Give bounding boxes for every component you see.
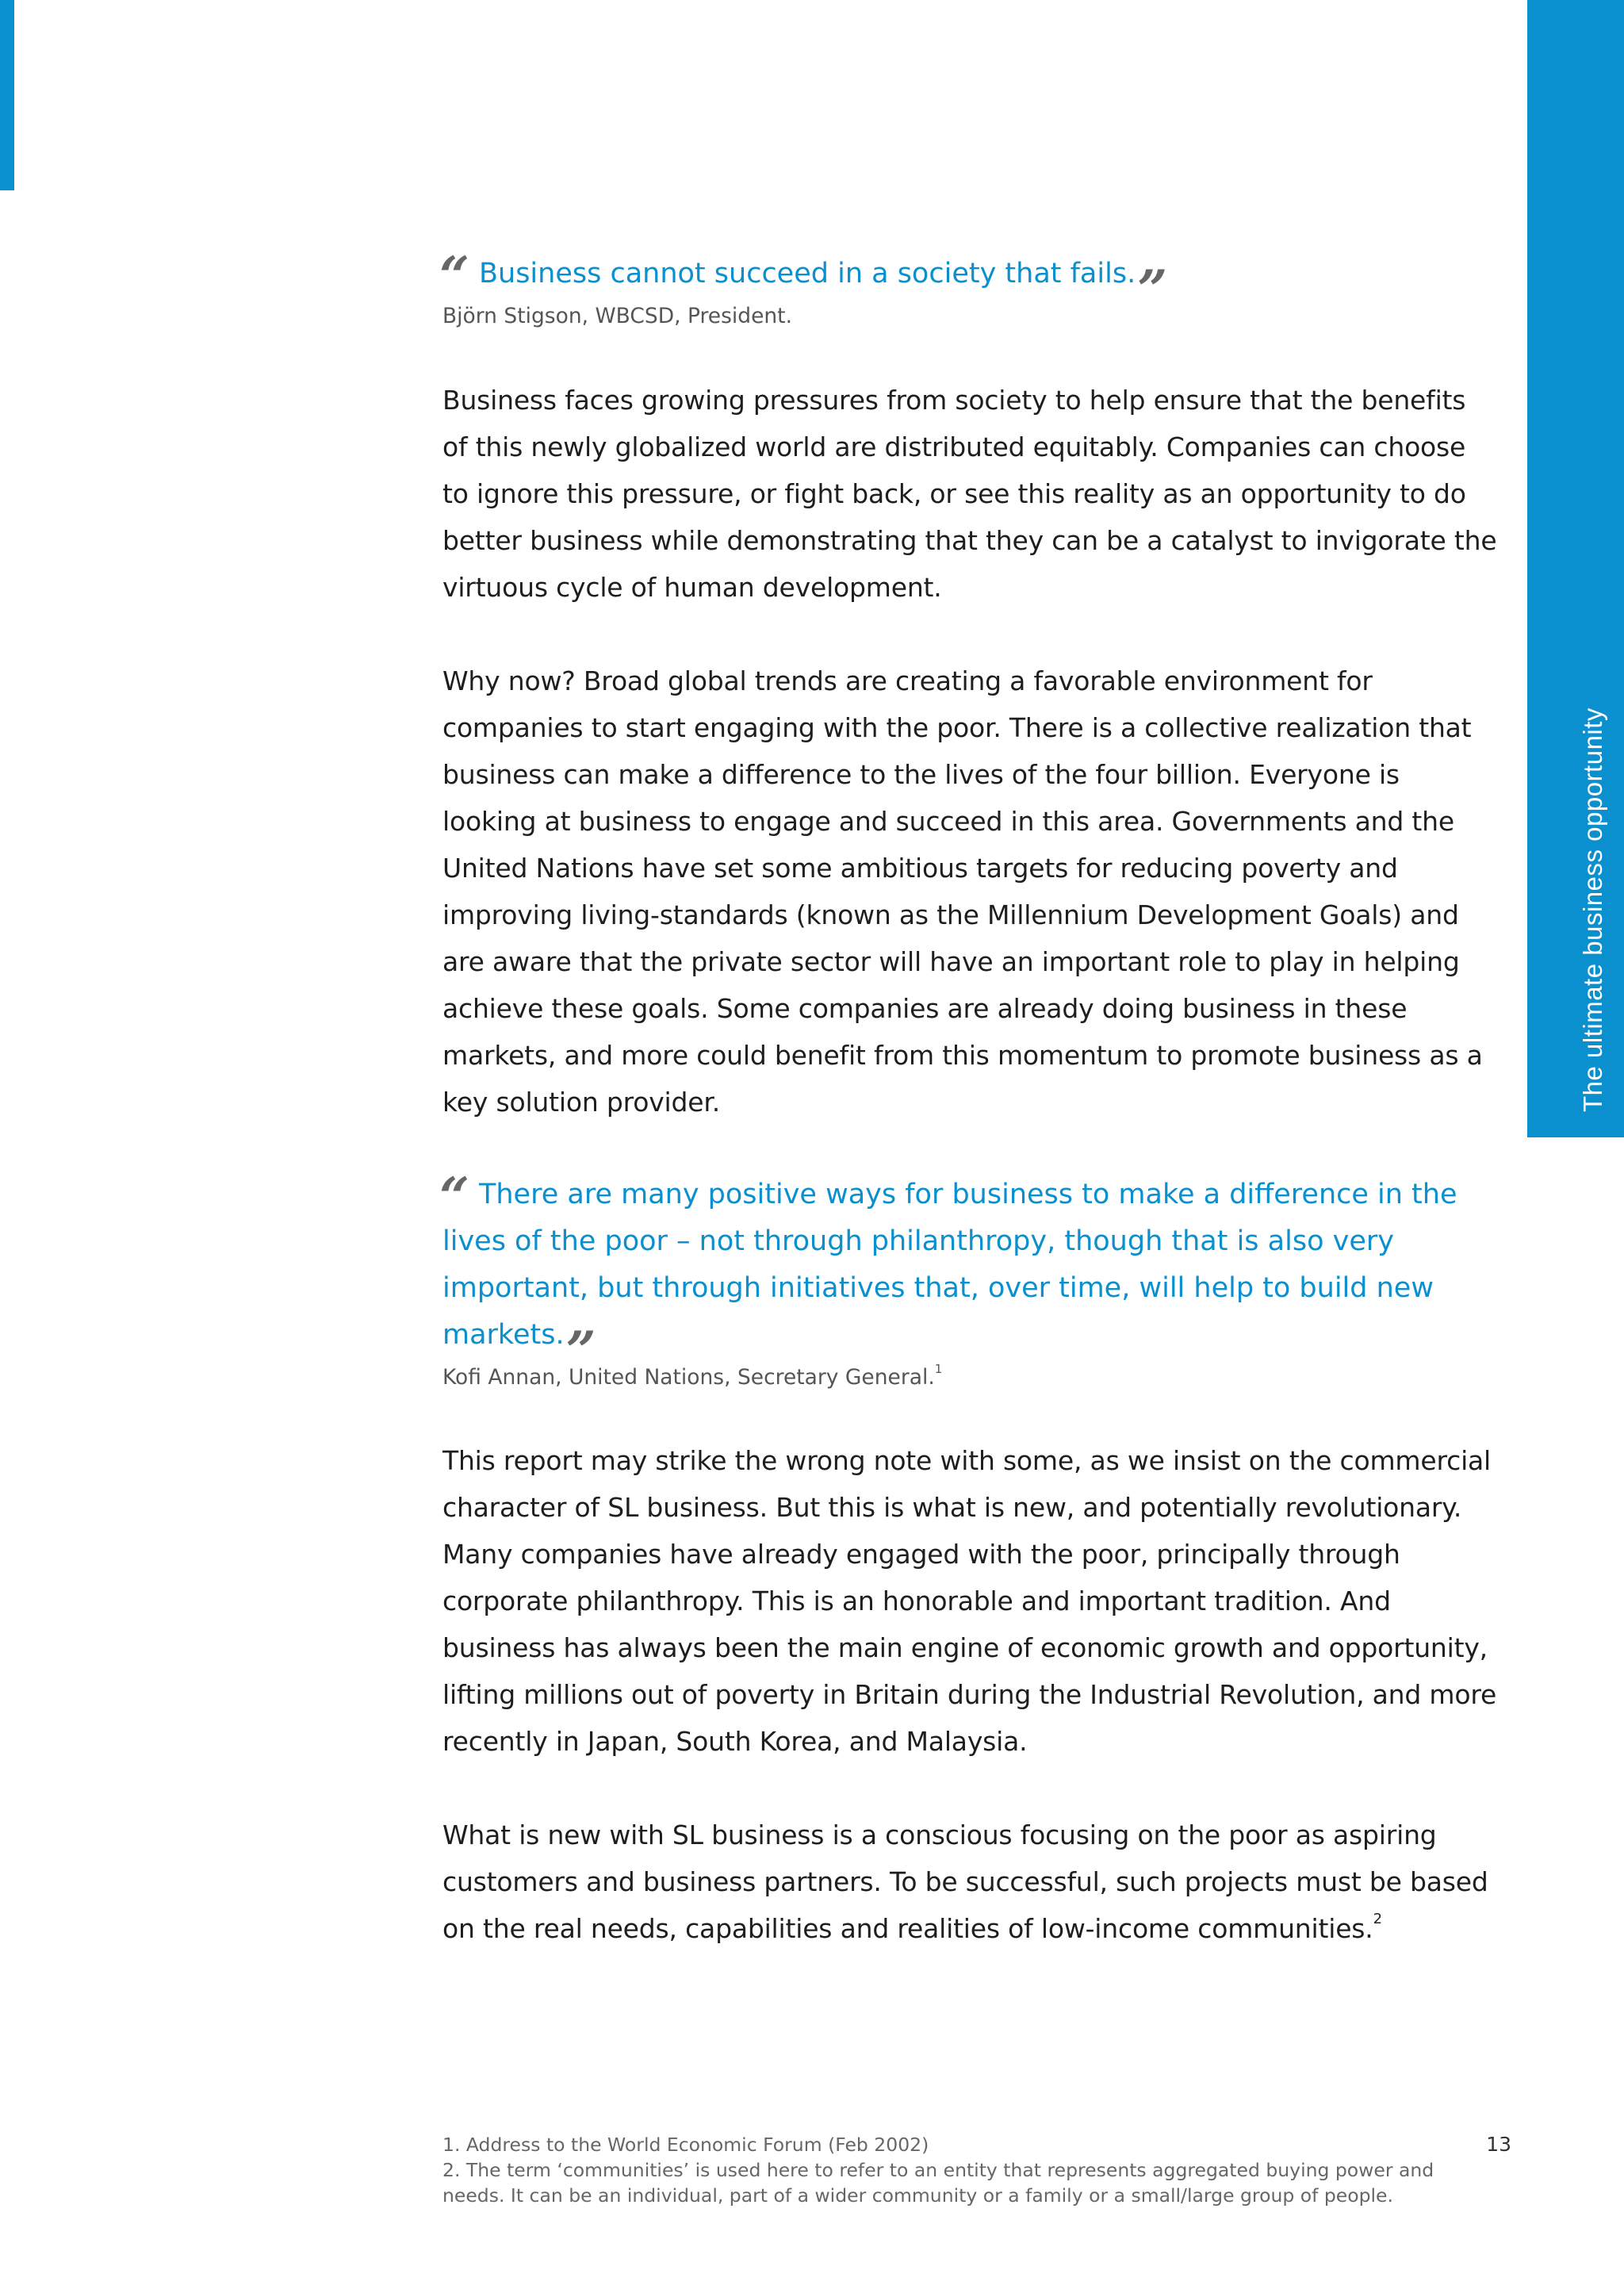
body-paragraph: Why now? Broad global trends are creating a favorable environment for companies to start engaging with the poor. There is a collective realization that business can make a difference to the lives of the four billion. Everyone is looking at business to engage and succeed in this area. Governments and the United Nations have set some ambitious targets for reducing poverty and improving living-standards (known as the Millennium Development Goals) and are aware that the private sector will have an important role to play in helping achieve these goals. Some companies are already doing business in these markets, and more could benefit from this momentum to promote business as a key solution provider. [442,665,1483,1118]
page-content [439,245,1497,1952]
footnotes [442,2132,1442,2208]
footnote-1: 1. Address to the World Economic Forum (Feb 2002) [442,2134,929,2156]
body-paragraph: What is new with SL business is a conscious focusing on the poor as aspiring customers and business partners. To be successful, such projects must be based on the real needs, capabilities and realities of low-income communities.$^2$ [442,1819,1488,1944]
pull-quote-stigson: “ Business cannot succeed in a society that fails.” [439,245,1168,320]
body-paragraph: This report may strike the wrong note with some, as we insist on the commercial character of SL business. But this is what is new, and potentially revolutionary. Many companies have already engaged with the poor, principally through corporate philanthropy. This is an honorable and important tradition. And business has always been the main engine of economic growth and opportunity, lifting millions out of poverty in Britain during the Industrial Revolution, and more recently in Japan, South Korea, and Malaysia. [442,1445,1497,1757]
footnote-2: 2. The term ‘communities’ is used here to refer to an entity that represents aggregated buying power and needs. It can be an individual, part of a wider community or a family or a small/large group of people. [442,2159,1434,2207]
quote-attribution: Björn Stigson, WBCSD, President. [442,304,792,328]
pull-quote-annan: “ There are many positive ways for business to make a difference in the lives of the poor – not through philanthropy, though that is also very important, but through initiatives that, over time, will help to build new markets.” [439,1166,1457,1382]
quote-attribution: Kofi Annan, United Nations, Secretary General.$^1$ [442,1362,943,1390]
footnote-ref[interactable]: 2 [1373,1911,1382,1927]
page-number: 13 [1486,2133,1511,2156]
body-paragraph: Business faces growing pressures from society to help ensure that the benefits of this newly globalized world are distributed equitably. Companies can choose to ignore this pressure, or fight back, or see this reality as an opportunity to do better business while demonstrating that they can be a catalyst to invigorate the virtuous cycle of human development. [442,385,1497,603]
close-quote-icon: ” [1137,259,1168,320]
footnote-ref[interactable]: 1 [934,1362,943,1376]
close-quote-icon: ” [565,1320,596,1382]
section-side-tab-label: The ultimate business opportunity [1578,707,1607,1112]
section-side-tab [1527,0,1624,1137]
quote-text: Business cannot succeed in a society that fails. [479,258,1136,290]
quote-text: There are many positive ways for business to make a difference in the lives of the poor – not through philanthropy, though that is also very important, but through initiatives that, over time, will help to build new markets. [442,1179,1457,1351]
left-accent-bar [0,0,14,190]
